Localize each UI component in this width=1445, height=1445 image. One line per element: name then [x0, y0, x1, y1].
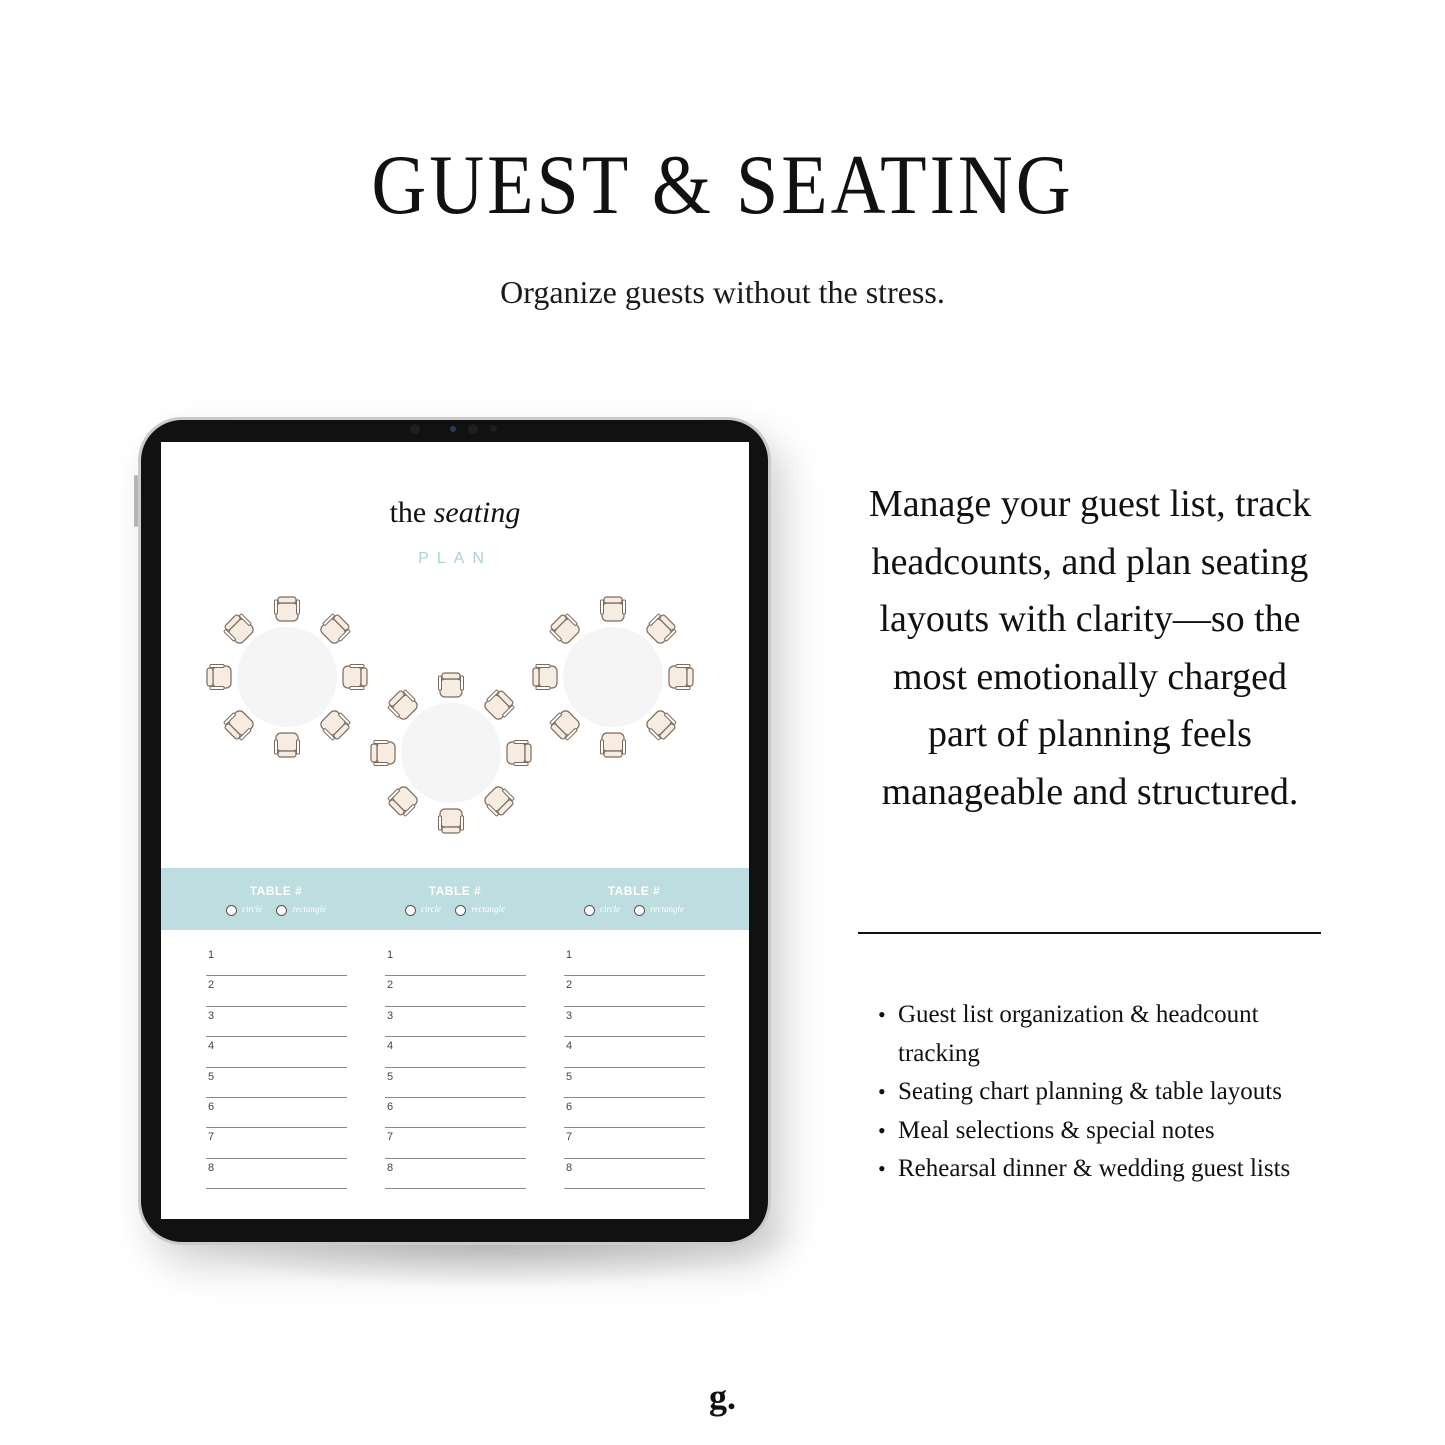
shape-option-rectangle[interactable]: rectangle [634, 904, 684, 915]
shape-option-circle[interactable]: circle [584, 904, 620, 915]
table-header [365, 868, 545, 916]
radio-icon[interactable] [276, 905, 287, 916]
guest-line[interactable]: 5 [206, 1068, 347, 1098]
guest-list [385, 946, 526, 1189]
chair-icon [601, 597, 626, 621]
chair-icon [343, 665, 367, 690]
feature-item: • Rehearsal dinner & wedding guest lists [878, 1150, 1338, 1189]
chair-icon [439, 673, 464, 697]
guest-line[interactable]: 8 [206, 1159, 347, 1189]
feature-list [878, 996, 1338, 1189]
page-subtitle: Organize guests without the stress. [500, 274, 945, 310]
chair-icon [482, 784, 517, 819]
shape-option-circle[interactable]: circle [405, 904, 441, 915]
description-text: Manage your guest list, track headcounts, and plan seating layouts with clarity—so the most emotionally charged part of planning feels manageable and structured. [868, 483, 1312, 813]
guest-line[interactable]: 3 [385, 1007, 526, 1037]
guest-line[interactable]: 6 [564, 1098, 705, 1128]
table-header [186, 868, 366, 916]
chair-icon [601, 733, 626, 757]
round-table [237, 627, 337, 727]
guest-line[interactable]: 1 [206, 946, 347, 976]
shape-option-circle[interactable]: circle [226, 904, 262, 915]
guest-line[interactable]: 4 [206, 1037, 347, 1067]
guest-line[interactable]: 2 [385, 976, 526, 1006]
chair-icon [371, 741, 395, 766]
guest-line[interactable]: 2 [564, 976, 705, 1006]
seating-title-italic: seating [433, 496, 521, 529]
radio-icon[interactable] [226, 905, 237, 916]
guest-list [564, 946, 705, 1189]
guest-line[interactable]: 7 [564, 1128, 705, 1158]
feature-item: • Seating chart planning & table layouts [878, 1073, 1338, 1112]
tablet-screen [161, 442, 749, 1219]
round-table [563, 627, 663, 727]
guest-line[interactable]: 2 [206, 976, 347, 1006]
guest-line[interactable]: 1 [385, 946, 526, 976]
brand-logo: g. [709, 1377, 736, 1417]
radio-icon[interactable] [405, 905, 416, 916]
seating-subtitle: PLAN [418, 550, 492, 567]
chair-icon [207, 665, 231, 690]
chair-icon [644, 612, 679, 647]
guest-list [206, 946, 347, 1189]
guest-line[interactable]: 8 [385, 1159, 526, 1189]
table-label: TABLE # [428, 884, 482, 898]
guest-line[interactable]: 4 [385, 1037, 526, 1067]
chair-icon [482, 688, 517, 723]
seating-title-plain: the [389, 496, 427, 529]
chair-icon [386, 688, 421, 723]
guest-line[interactable]: 6 [385, 1098, 526, 1128]
shape-option-rectangle[interactable]: rectangle [455, 904, 505, 915]
chair-icon [386, 784, 421, 819]
radio-icon[interactable] [634, 905, 645, 916]
guest-line[interactable]: 4 [564, 1037, 705, 1067]
chair-icon [275, 733, 300, 757]
chair-icon [275, 597, 300, 621]
guest-line[interactable]: 7 [206, 1128, 347, 1158]
chair-icon [439, 809, 464, 833]
chair-icon [318, 612, 353, 647]
chair-icon [533, 665, 557, 690]
divider [858, 932, 1321, 934]
feature-item: • Guest list organization & headcount tracking [878, 996, 1338, 1073]
table-label: TABLE # [249, 884, 303, 898]
chair-icon [548, 708, 583, 743]
seating-diagram [161, 442, 749, 872]
chair-icon [222, 612, 257, 647]
round-table [401, 703, 501, 803]
shape-option-rectangle[interactable]: rectangle [276, 904, 326, 915]
guest-line[interactable]: 5 [385, 1068, 526, 1098]
table-label: TABLE # [607, 884, 661, 898]
guest-line[interactable]: 3 [206, 1007, 347, 1037]
chair-icon [548, 612, 583, 647]
guest-line[interactable]: 7 [385, 1128, 526, 1158]
table-header [544, 868, 724, 916]
table-header-band [161, 868, 749, 930]
radio-icon[interactable] [455, 905, 466, 916]
guest-line[interactable]: 6 [206, 1098, 347, 1128]
chair-icon [644, 708, 679, 743]
guest-line[interactable]: 3 [564, 1007, 705, 1037]
radio-icon[interactable] [584, 905, 595, 916]
chair-icon [318, 708, 353, 743]
chair-icon [222, 708, 257, 743]
guest-line[interactable]: 5 [564, 1068, 705, 1098]
guest-line[interactable]: 8 [564, 1159, 705, 1189]
chair-icon [669, 665, 693, 690]
camera-icon [410, 424, 500, 436]
chair-icon [507, 741, 531, 766]
feature-item: • Meal selections & special notes [878, 1112, 1338, 1151]
guest-line[interactable]: 1 [564, 946, 705, 976]
page-title: GUEST & SEATING [371, 137, 1074, 233]
